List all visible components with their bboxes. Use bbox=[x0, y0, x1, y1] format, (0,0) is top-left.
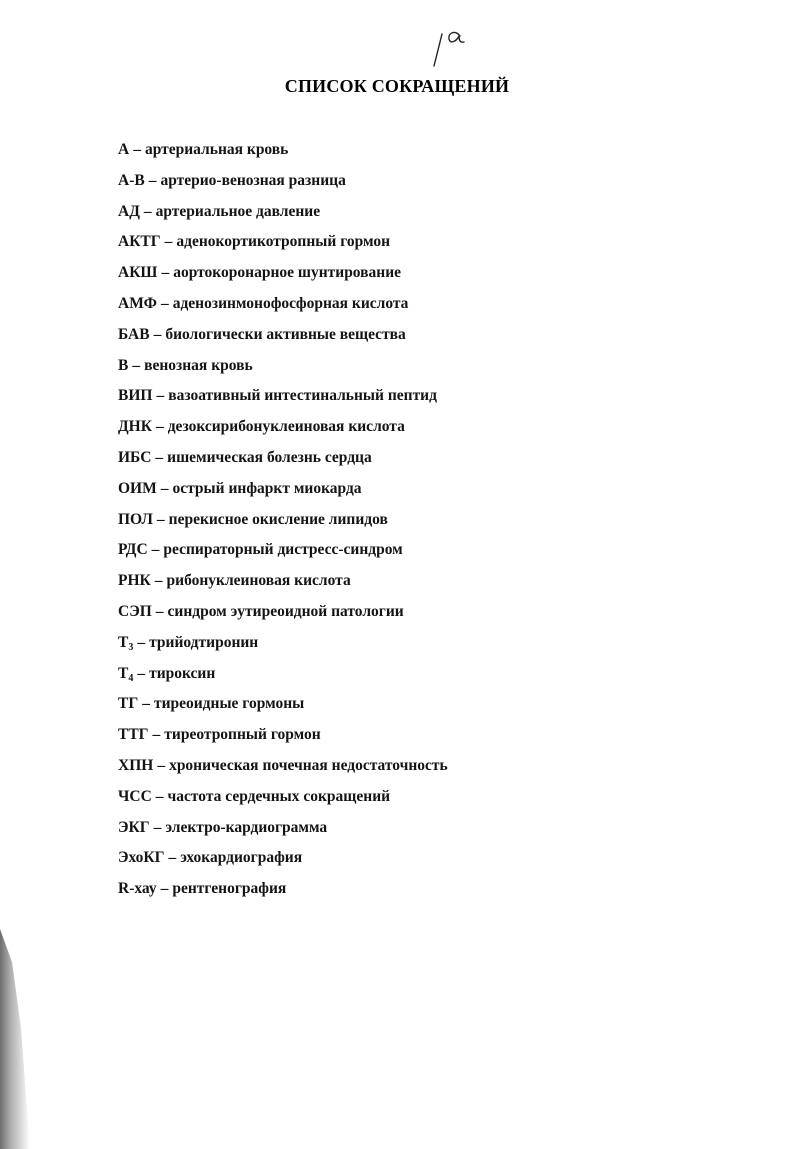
abbreviation-definition: рибонуклеиновая кислота bbox=[166, 572, 351, 590]
abbreviation-subscript: 4 bbox=[128, 672, 134, 684]
abbreviation-item bbox=[118, 662, 678, 693]
abbreviation-term: БАВ bbox=[118, 325, 150, 343]
abbreviation-item bbox=[118, 600, 678, 631]
separator-dash: – bbox=[168, 849, 177, 867]
abbreviation-item bbox=[118, 446, 678, 477]
separator-dash: – bbox=[155, 418, 164, 436]
abbreviation-term: ВИП bbox=[118, 387, 153, 405]
separator-dash: – bbox=[160, 479, 169, 497]
separator-dash: – bbox=[156, 510, 165, 528]
separator-dash: – bbox=[137, 664, 146, 682]
separator-dash: – bbox=[153, 325, 162, 343]
abbreviation-definition: респираторный дистресс-синдром bbox=[163, 541, 403, 559]
abbreviation-term: R-хау bbox=[118, 880, 157, 898]
abbreviation-term: АКШ bbox=[118, 264, 158, 282]
abbreviation-item bbox=[118, 877, 678, 908]
abbreviation-item bbox=[118, 538, 678, 569]
abbreviation-term: ТТГ bbox=[118, 726, 149, 744]
abbreviation-definition: рентгенография bbox=[172, 880, 287, 898]
abbreviation-definition: биологически активные вещества bbox=[165, 325, 406, 343]
separator-dash: – bbox=[155, 448, 164, 466]
abbreviation-definition: артериальное давление bbox=[155, 202, 321, 220]
handwritten-page-number bbox=[420, 20, 480, 70]
abbreviation-item bbox=[118, 723, 678, 754]
abbreviation-definition: трийодтиронин bbox=[149, 633, 259, 651]
abbreviation-term: ЭКГ bbox=[118, 818, 150, 836]
separator-dash: – bbox=[155, 787, 164, 805]
abbreviation-item bbox=[118, 230, 678, 261]
separator-dash: – bbox=[156, 387, 165, 405]
abbreviation-term: Т bbox=[118, 633, 129, 651]
abbreviation-definition: эхокардиография bbox=[180, 849, 303, 867]
page-title: СПИСОК СОКРАЩЕНИЙ bbox=[284, 76, 510, 96]
abbreviation-term: ЧСС bbox=[118, 787, 152, 805]
abbreviation-definition: тироксин bbox=[149, 664, 216, 682]
abbreviation-item bbox=[118, 169, 678, 200]
abbreviation-term: РДС bbox=[118, 541, 148, 559]
abbreviation-definition: артериальная кровь bbox=[144, 141, 289, 158]
abbreviation-definition: тиреотропный гормон bbox=[164, 726, 321, 744]
abbreviation-definition: аденокортикотропный гормон bbox=[176, 233, 391, 251]
separator-dash: – bbox=[154, 572, 163, 590]
abbreviation-term: ТГ bbox=[118, 695, 139, 713]
abbreviation-item bbox=[118, 261, 678, 292]
abbreviation-definition: венозная кровь bbox=[144, 356, 253, 374]
separator-dash: – bbox=[160, 294, 169, 312]
separator-dash: – bbox=[151, 541, 160, 559]
separator-dash: – bbox=[164, 233, 173, 251]
scan-shadow-edge bbox=[0, 929, 30, 1149]
abbreviation-term: А-В bbox=[118, 171, 145, 189]
abbreviation-definition: ишемическая болезнь сердца bbox=[167, 448, 372, 466]
separator-dash: – bbox=[152, 726, 161, 744]
abbreviation-definition: дезоксирибонуклеиновая кислота bbox=[167, 418, 405, 436]
abbreviation-term: ЭхоКГ bbox=[118, 849, 165, 867]
abbreviation-definition: тиреоидные гормоны bbox=[153, 695, 305, 713]
abbreviation-term: ИБС bbox=[118, 448, 152, 466]
separator-dash: – bbox=[157, 756, 166, 774]
abbreviation-item bbox=[118, 477, 678, 508]
separator-dash: – bbox=[160, 880, 169, 898]
abbreviation-definition: электро-кардиограмма bbox=[165, 818, 328, 836]
abbreviation-item bbox=[118, 754, 678, 785]
abbreviation-definition: синдром эутиреоидной патологии bbox=[167, 602, 404, 620]
abbreviation-definition: острый инфаркт миокарда bbox=[172, 479, 362, 497]
separator-dash: – bbox=[137, 633, 146, 651]
abbreviation-term: ХПН bbox=[118, 756, 154, 774]
abbreviation-item bbox=[118, 415, 678, 446]
abbreviation-item bbox=[118, 846, 678, 877]
abbreviation-item bbox=[118, 200, 678, 231]
separator-dash: – bbox=[132, 356, 141, 374]
abbreviation-item bbox=[118, 292, 678, 323]
abbreviation-definition: аортокоронарное шунтирование bbox=[173, 264, 402, 282]
abbreviation-list bbox=[118, 138, 678, 908]
abbreviation-item bbox=[118, 631, 678, 662]
abbreviation-term: ДНК bbox=[118, 418, 152, 436]
abbreviation-definition: хроническая почечная недостаточность bbox=[169, 756, 448, 774]
abbreviation-item bbox=[118, 354, 678, 385]
separator-dash: – bbox=[142, 695, 150, 713]
abbreviation-item bbox=[118, 508, 678, 539]
abbreviation-item bbox=[118, 569, 678, 600]
abbreviation-item bbox=[118, 323, 678, 354]
abbreviation-definition: аденозинмонофосфорная кислота bbox=[172, 294, 409, 312]
abbreviation-definition: перекисное окисление липидов bbox=[168, 510, 388, 528]
abbreviation-term: А bbox=[118, 141, 130, 158]
abbreviation-item bbox=[118, 785, 678, 816]
abbreviation-item bbox=[118, 692, 678, 723]
separator-dash: – bbox=[148, 171, 157, 189]
abbreviation-subscript: 3 bbox=[128, 641, 134, 653]
abbreviation-term: СЭП bbox=[118, 602, 152, 620]
abbreviation-term: АМФ bbox=[118, 294, 157, 312]
abbreviation-term: РНК bbox=[118, 572, 151, 590]
separator-dash: – bbox=[143, 202, 152, 220]
separator-dash: – bbox=[161, 264, 170, 282]
separator-dash: – bbox=[133, 141, 141, 158]
abbreviation-definition: артерио-венозная разница bbox=[160, 171, 346, 189]
abbreviation-term: В bbox=[118, 356, 129, 374]
abbreviation-definition: частота сердечных сокращений bbox=[167, 787, 391, 805]
abbreviation-term: АД bbox=[118, 202, 140, 220]
abbreviation-item bbox=[118, 384, 678, 415]
abbreviation-item bbox=[118, 138, 678, 169]
abbreviation-term: Т bbox=[118, 664, 129, 682]
abbreviation-term: АКТГ bbox=[118, 233, 161, 251]
separator-dash: – bbox=[153, 818, 162, 836]
abbreviation-term: ОИМ bbox=[118, 479, 157, 497]
separator-dash: – bbox=[155, 602, 164, 620]
abbreviation-term: ПОЛ bbox=[118, 510, 153, 528]
abbreviation-definition: вазоативный интестинальный пептид bbox=[168, 387, 437, 405]
abbreviation-item bbox=[118, 816, 678, 847]
